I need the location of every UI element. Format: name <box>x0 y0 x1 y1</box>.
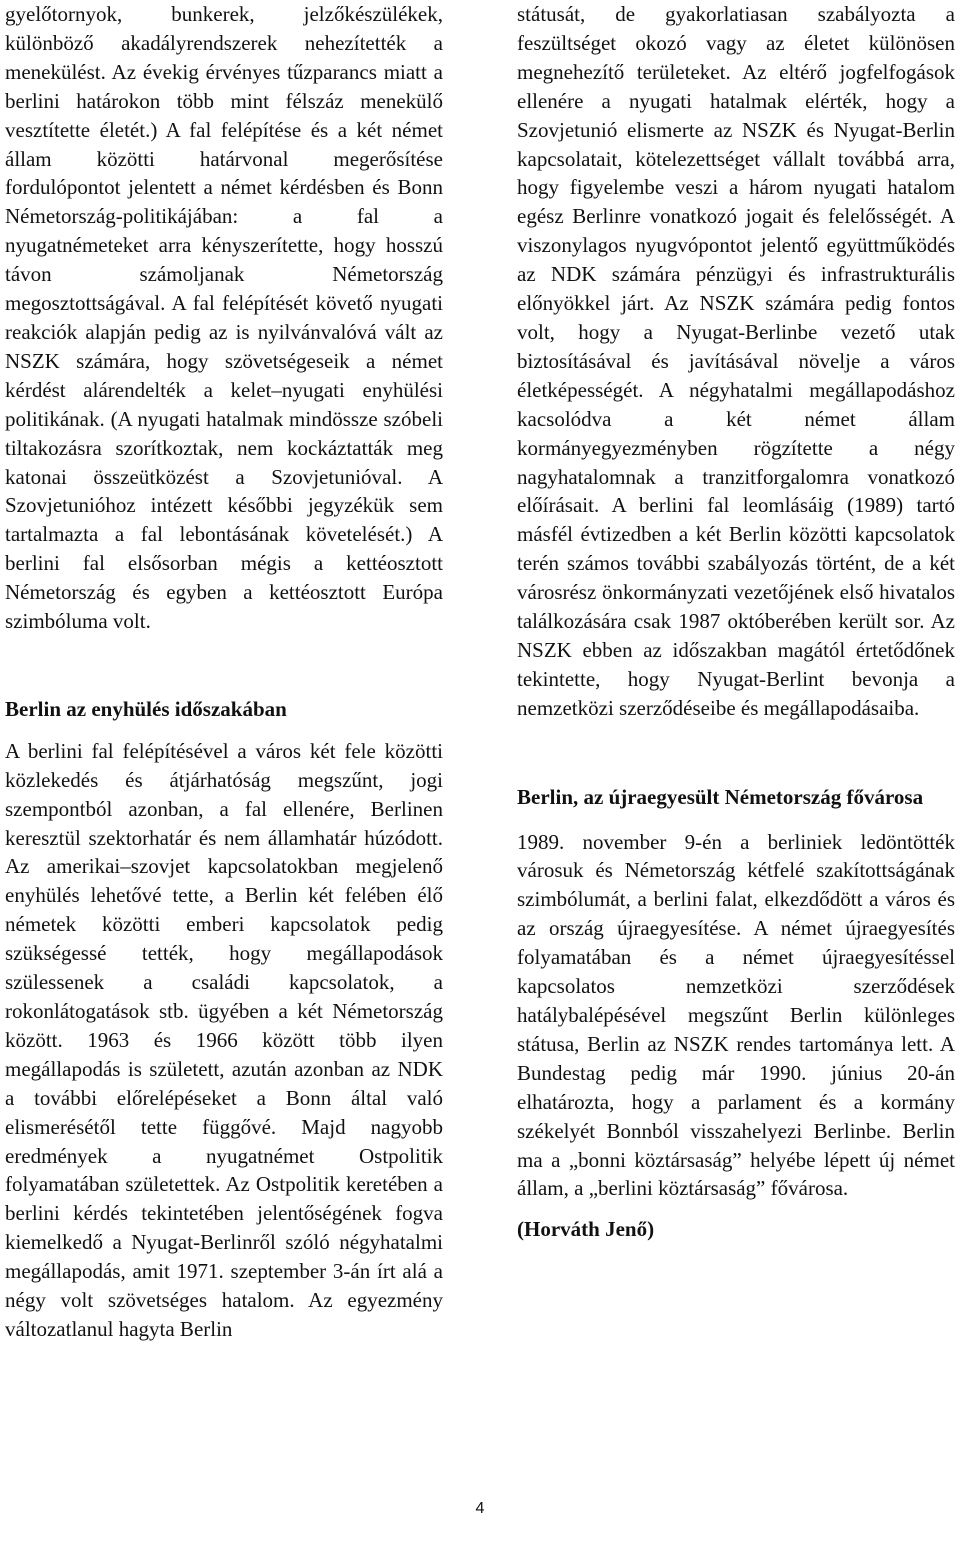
right-paragraph-2: 1989. november 9-én a berliniek ledöntötték városuk és Németország kétfelé szakítottságának szimbólumát, a berlini falat, elkezdődött a város és az ország újraegyesítése. A német újraegyesítés folyamatában és a német újraegyesítéssel kapcsolatos nemzetközi szerződések hatálybalépésével megszűnt Berlin különleges státusa, Berlin az NSZK rendes tartománya lett. A Bundestag pedig már 1990. június 20-án elhatározta, hogy a parlament és a kormány székelyét Bonnból visszahelyezi Berlinbe. Berlin ma a „bonni köztársaság” helyébe lépett új német állam, a „berlini köztársaság” fővárosa. <box>517 829 955 1201</box>
right-column <box>517 0 955 1244</box>
author-signature: (Horváth Jenő) <box>517 1217 655 1242</box>
right-paragraph-1: státusát, de gyakorlatiasan szabályozta a feszültséget okozó vagy az életet különösen megnehezítő területeket. Az eltérő jogfelfogások ellenére a nyugati hatalmak elérték, hogy a Szovjetunió elismerte az NSZK és Nyugat-Berlin kapcsolatait, kötelezettséget vállalt továbbá arra, hogy figyelembe veszi a három nyugati hatalom egész Berlinre vonatkozó jogait és felelősségét. A viszonylagos nyugvópontot jelentő együttműködés az NDK számára pénzügyi és infrastrukturális előnyökkel járt. Az NSZK számára pedig fontos volt, hogy a Nyugat-Berlinbe vezető utak biztosításával és javításával növelje a város életképességét. A négyhatalmi megállapodáshoz kacsolódva a két német állam kormányegyezményben rögzítette a négy nagyhatalomnak a tranzitforgalomra vonatkozó előírásait. A berlini fal leomlásáig (1989) tartó másfél évtizedben a két Berlin közötti kapcsolatok terén számos további szabályozás történt, de a két városrész önkormányzati vezetőjének első hivatalos találkozására csak 1987 októberében került sor. Az NSZK ebben az időszakban magától értetődőnek tekintette, hogy Nyugat-Berlint bevonja a nemzetközi szerződéseibe és megállapodásaiba. <box>517 2 955 720</box>
page-number: 4 <box>475 1500 485 1517</box>
left-paragraph-2: A berlini fal felépítésével a város két fele közötti közlekedés és átjárhatóság megszűnt, jogi szempontból azonban, a fal ellenére, Berlinen keresztül szektorhatár és nem államhatár húzódott. Az amerikai–szovjet kapcsolatokban megjelenő enyhülés lehetővé tette, a Berlin két felében élő németek közötti emberi kapcsolatok pedig szükségessé tették, hogy megállapodások szülessenek a családi kapcsolatok, a rokonlátogatások stb. ügyében a két Németország között. 1963 és 1966 között több ilyen megállapodás is született, azután azonban az NDK a további előrelépéseket a Bonn által való elismerésétől tette függővé. Majd nagyobb eredmények a nyugatnémet Ostpolitik folyamatában születettek. Az Ostpolitik keretében a berlini kérdés tekintetében jelentőségének fogva kiemelkedő a Nyugat-Berlinről szóló négyhatalmi megállapodás, amit 1971. szeptember 3-án írt alá a négy volt szövetséges hatalom. Az egyezmény változatlanul hagyta Berlin <box>5 738 443 1341</box>
section-heading-reunified-capital: Berlin, az újraegyesült Németország fővárosa <box>517 784 924 809</box>
left-column <box>5 0 443 1344</box>
left-paragraph-1: gyelőtornyok, bunkerek, jelzőkészülékek, különböző akadályrendszerek nehezítették a menekülést. Az évekig érvényes tűzparancs miatt a berlini határokon több mint félszáz menekülő vesztítette életét.) A fal felépítése és a két német állam közötti határvonal megerősítése fordulópontot jelentett a német kérdésben és Bonn Németország-politikájában: a fal a nyugatnémeteket arra kényszerítette, hogy hosszú távon számoljanak Németország megosztottságával. A fal felépítését követő nyugati reakciók alapján pedig az is nyilvánvalóvá vált az NSZK számára, hogy szövetségeseik a német kérdést alárendelték a kelet–nyugati enyhülési politikának. (A nyugati hatalmak mindössze szóbeli tiltakozásra szorítkoztak, nem kockáztatták meg katonai összeütközést a Szovjetunióval. A Szovjetunióhoz intézett későbbi jegyzékük sem tartalmazta a fal lebontásának követelését.) A berlini fal elsősorban mégis a kettéosztott Németország és egyben a kettéosztott Európa szimbóluma volt. <box>5 2 443 634</box>
section-heading-detente: Berlin az enyhülés időszakában <box>5 696 287 721</box>
